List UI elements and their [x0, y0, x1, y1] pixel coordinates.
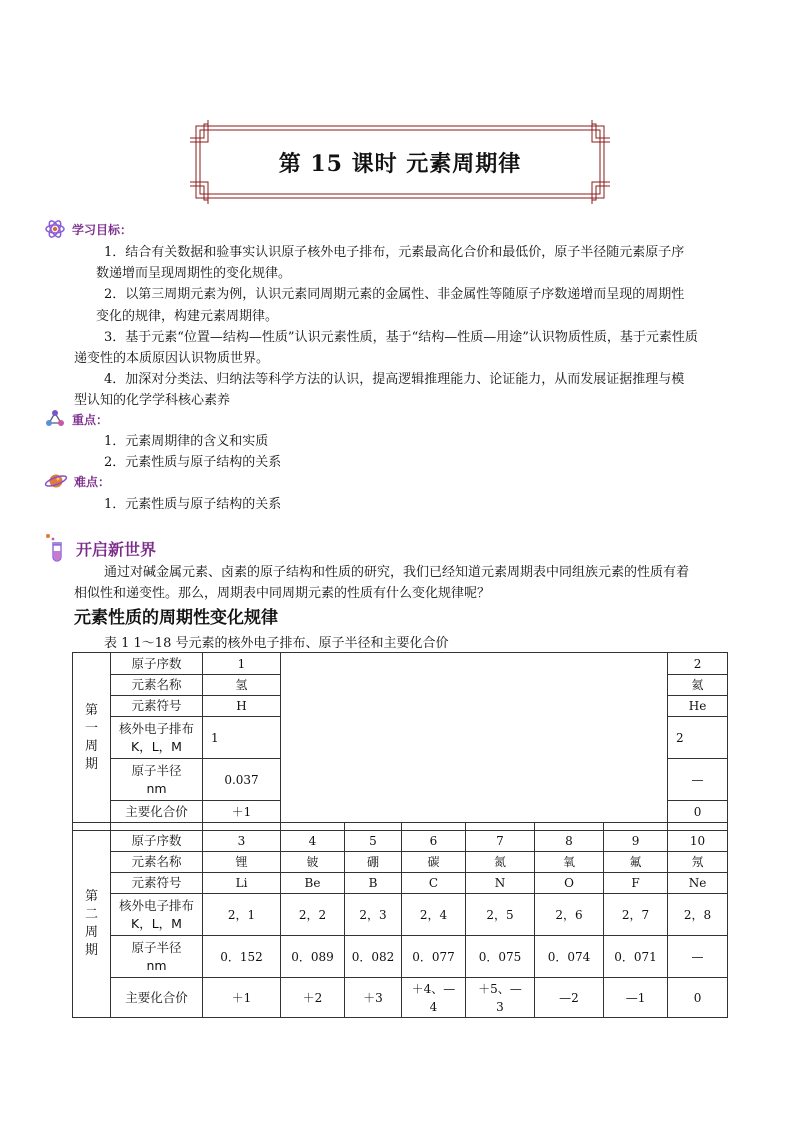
table-cell: H [203, 696, 281, 717]
table-cell: ＋2 [281, 978, 345, 1018]
objective-line: 4．加深对分类法、归纳法等科学方法的认识，提高逻辑推理能力、论证能力，从而发展证据推理与模 [104, 372, 685, 387]
table-cell: F [604, 873, 668, 894]
table-cell: 硼 [345, 852, 402, 873]
table-cell: 2，7 [604, 894, 668, 936]
planet-icon [44, 470, 68, 492]
table-row [73, 873, 728, 894]
table-cell: 0．152 [203, 936, 281, 978]
table-cell: —1 [604, 978, 668, 1018]
atom-icon [44, 218, 66, 240]
table-cell: 2 [668, 653, 728, 675]
table-cell: 2 [668, 717, 728, 759]
objectives-label: 学习目标： [72, 222, 133, 237]
table-cell: ＋4、— 4 [402, 978, 466, 1018]
table-cell: 2，3 [345, 894, 402, 936]
table-cell: 9 [604, 831, 668, 852]
intro-line: 通过对碱金属元素、卤素的原子结构和性质的研究，我们已经知道元素周期表中同组族元素的性质有着 [104, 565, 690, 580]
key-point-line: 2．元素性质与原子结构的关系 [104, 455, 282, 470]
table-cell: 氢 [203, 675, 281, 696]
table-cell: B [345, 873, 402, 894]
row-header: 原子半径 nm [111, 936, 203, 978]
table-cell: He [668, 696, 728, 717]
table-cell: 锂 [203, 852, 281, 873]
table-cell: Be [281, 873, 345, 894]
table-cell: 氟 [604, 852, 668, 873]
table-cell: Li [203, 873, 281, 894]
table-row [73, 936, 728, 978]
key-points-label: 重点： [72, 412, 109, 427]
table-cell: —2 [535, 978, 604, 1018]
table-gap [281, 653, 668, 823]
table-caption: 表 1 1～18 号元素的核外电子排布、原子半径和主要化合价 [104, 636, 449, 651]
table-cell: 氖 [668, 852, 728, 873]
table-cell: 7 [466, 831, 535, 852]
table-cell: 2，4 [402, 894, 466, 936]
row-header: 主要化合价 [111, 801, 203, 823]
table-row [73, 978, 728, 1018]
table-cell: 氮 [466, 852, 535, 873]
table-cell: 2，2 [281, 894, 345, 936]
table-cell: 1 [203, 717, 281, 759]
table-cell: O [535, 873, 604, 894]
row-header: 原子序数 [111, 831, 203, 852]
objectives-heading [44, 218, 132, 240]
objective-line: 3．基于元素“位置—结构—性质”认识元素性质，基于“结构—性质—用途”认识物质性质，基于元素性质 [104, 330, 698, 345]
row-header: 主要化合价 [111, 978, 203, 1018]
row-header: 元素名称 [111, 675, 203, 696]
objective-line: 数递增而呈现周期性的变化规律。 [96, 266, 292, 281]
table-cell: 4 [281, 831, 345, 852]
title-frame [190, 120, 610, 204]
intro-line: 相似性和递变性。那么，周期表中同周期元素的性质有什么变化规律呢？ [74, 586, 491, 601]
section-title: 元素性质的周期性变化规律 [74, 608, 278, 628]
table-cell: 3 [203, 831, 281, 852]
table-cell: 6 [402, 831, 466, 852]
table-cell: 2，6 [535, 894, 604, 936]
objective-line: 2．以第三周期元素为例，认识元素同周期元素的金属性、非金属性等随原子序数递增而呈现的周期性 [104, 287, 685, 302]
table-cell: 0．082 [345, 936, 402, 978]
difficulties-heading [44, 470, 110, 492]
table-row [73, 831, 728, 852]
row-header: 元素符号 [111, 873, 203, 894]
key-point-line: 1．元素周期律的含义和实质 [104, 434, 269, 449]
table-cell: 0 [668, 801, 728, 823]
table-cell: 0 [668, 978, 728, 1018]
new-world-heading [44, 533, 156, 563]
table-cell: ＋1 [203, 978, 281, 1018]
table-cell: 2，5 [466, 894, 535, 936]
table-cell: 2，1 [203, 894, 281, 936]
row-header: 元素符号 [111, 696, 203, 717]
table-row [73, 894, 728, 936]
period-2-label: 第 二 周 期 [73, 831, 111, 1018]
table-cell: 碳 [402, 852, 466, 873]
table-row [73, 852, 728, 873]
test-tube-icon [44, 533, 68, 563]
row-header: 元素名称 [111, 852, 203, 873]
table-cell: 0．077 [402, 936, 466, 978]
table-cell: 1 [203, 653, 281, 675]
table-cell: 0．089 [281, 936, 345, 978]
table-cell: 5 [345, 831, 402, 852]
table-row [73, 653, 728, 675]
period-1-label: 第 一 周 期 [73, 653, 111, 823]
table-cell: — [668, 759, 728, 801]
table-cell: 0．074 [535, 936, 604, 978]
table-cell: ＋5、— 3 [466, 978, 535, 1018]
table-cell: 0．071 [604, 936, 668, 978]
objective-line: 递变性的本质原因认识物质世界。 [74, 351, 270, 366]
table-cell: — [668, 936, 728, 978]
difficulties-label: 难点： [74, 474, 111, 489]
objective-line: 型认知的化学学科核心素养 [74, 393, 231, 408]
difficulty-line: 1．元素性质与原子结构的关系 [104, 497, 282, 512]
table-cell: 0.037 [203, 759, 281, 801]
element-table [72, 652, 728, 1018]
table-cell: 2，8 [668, 894, 728, 936]
new-world-label: 开启新世界 [76, 539, 157, 559]
table-cell: 氦 [668, 675, 728, 696]
objective-line: 1．结合有关数据和验事实认识原子核外电子排布，元素最高化合价和最低价，原子半径随元素原子序 [104, 245, 685, 260]
table-cell: 氧 [535, 852, 604, 873]
row-header: 核外电子排布 K，L，M [111, 717, 203, 759]
table-cell: Ne [668, 873, 728, 894]
row-header: 原子序数 [111, 653, 203, 675]
key-points-heading [44, 408, 108, 430]
row-header: 原子半径 nm [111, 759, 203, 801]
table-cell: 铍 [281, 852, 345, 873]
table-cell: 10 [668, 831, 728, 852]
page-title: 第 15 课时 元素周期律 [278, 150, 522, 177]
table-cell: C [402, 873, 466, 894]
molecule-icon [44, 408, 66, 430]
row-header: 核外电子排布 K，L，M [111, 894, 203, 936]
table-row [73, 823, 728, 831]
table-cell: N [466, 873, 535, 894]
table-cell: 8 [535, 831, 604, 852]
table-cell: 0．075 [466, 936, 535, 978]
table-cell: ＋3 [345, 978, 402, 1018]
table-cell: ＋1 [203, 801, 281, 823]
objective-line: 变化的规律，构建元素周期律。 [96, 309, 279, 324]
